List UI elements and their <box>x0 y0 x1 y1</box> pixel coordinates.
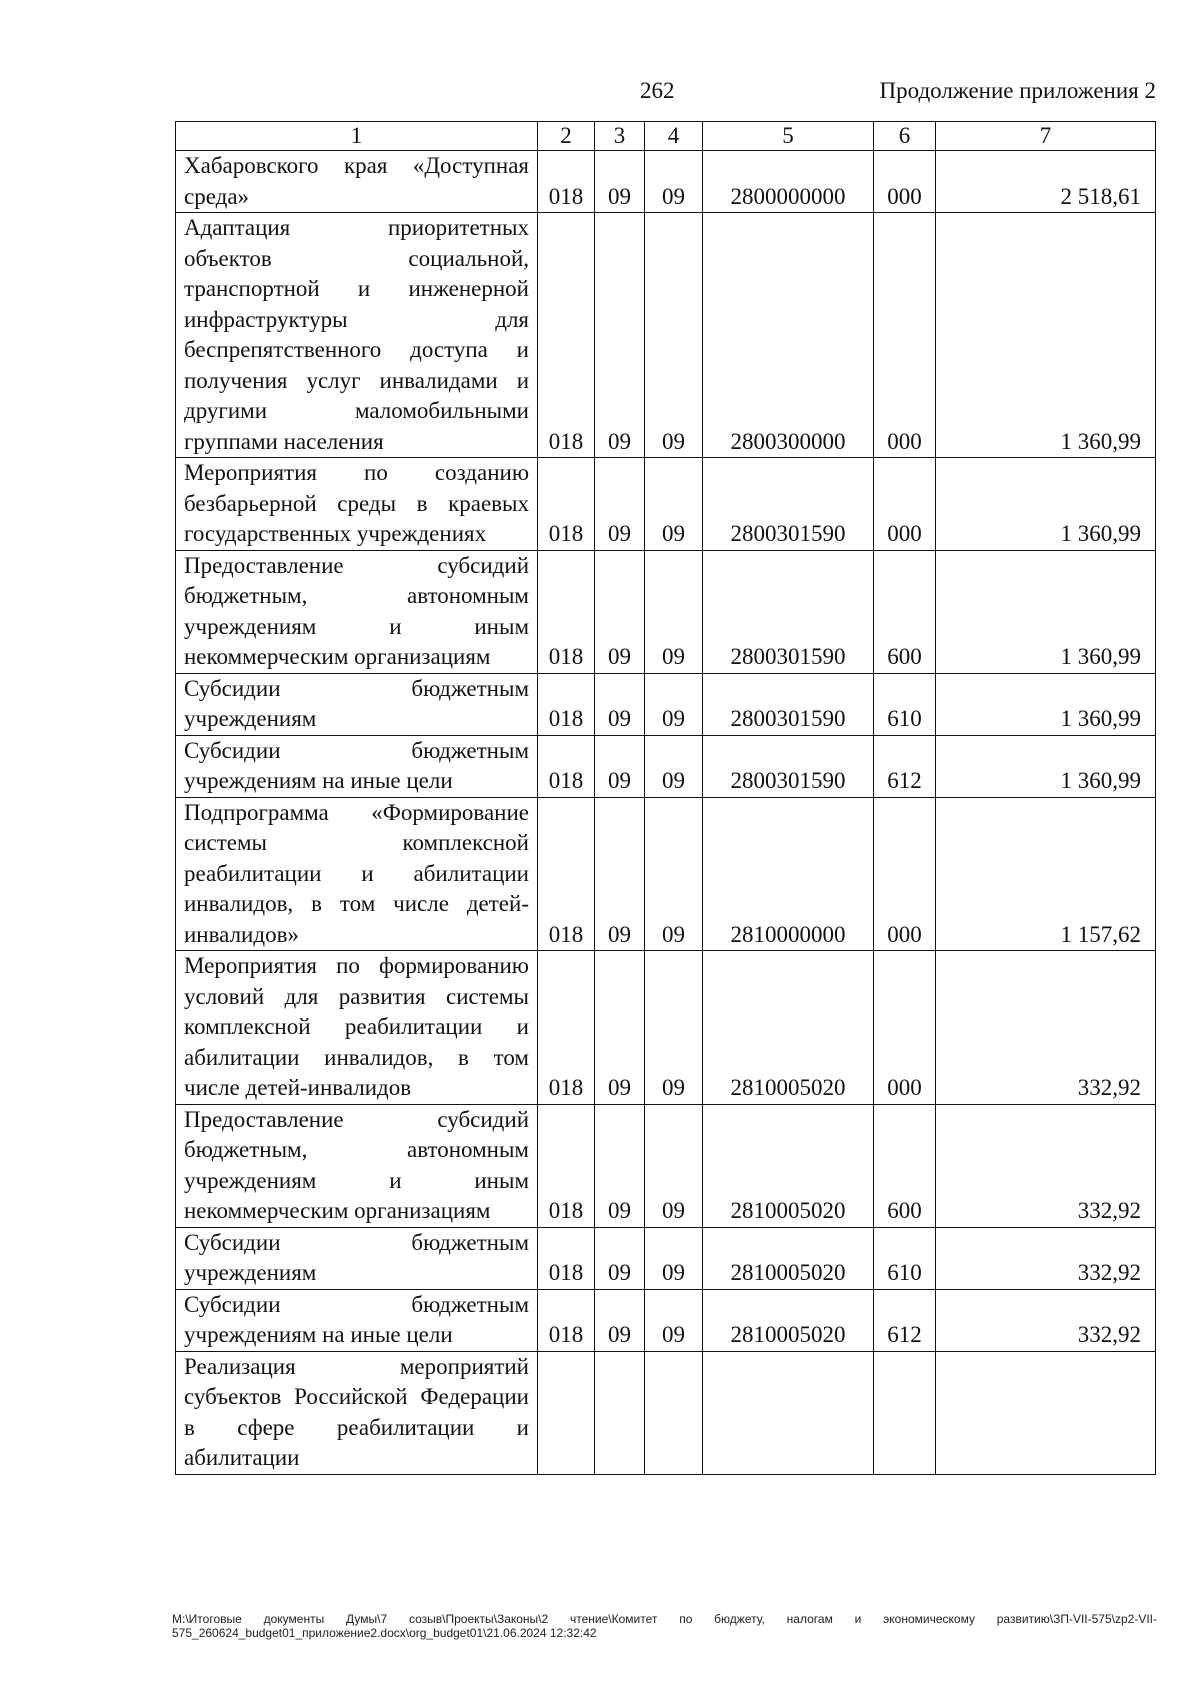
column-header: 4 <box>645 122 703 151</box>
row-code-ministry: 018 <box>538 1104 595 1227</box>
table-row <box>176 1289 1156 1351</box>
row-code-section: 09 <box>595 550 645 673</box>
row-code-subsection: 09 <box>645 550 703 673</box>
row-code-expense-type: 000 <box>874 151 936 213</box>
row-amount <box>936 1351 1156 1474</box>
row-name: Хабаровского края «Доступная среда» <box>176 151 538 213</box>
row-name: Адаптация приоритетных объектов социальной, транспортной и инженерной инфраструктуры для беспрепятственного доступа и получения услуг инвалидами и другими маломобильными группами населения <box>176 213 538 458</box>
column-header: 1 <box>176 122 538 151</box>
row-code-subsection: 09 <box>645 735 703 797</box>
row-code-target: 2810005020 <box>703 951 874 1105</box>
row-code-section: 09 <box>595 735 645 797</box>
row-code-section: 09 <box>595 1104 645 1227</box>
row-name: Предоставление субсидий бюджетным, автономным учреждениям и иным некоммерческим организациям <box>176 550 538 673</box>
row-code-ministry: 018 <box>538 151 595 213</box>
row-code-target: 2800301590 <box>703 550 874 673</box>
row-code-ministry: 018 <box>538 735 595 797</box>
row-code-expense-type: 610 <box>874 673 936 735</box>
row-name: Субсидии бюджетным учреждениям <box>176 673 538 735</box>
table-row <box>176 550 1156 673</box>
row-code-section: 09 <box>595 673 645 735</box>
row-amount: 1 360,99 <box>936 550 1156 673</box>
row-code-section: 09 <box>595 213 645 458</box>
row-code-target: 2800301590 <box>703 735 874 797</box>
row-code-expense-type: 610 <box>874 1227 936 1289</box>
row-code-section: 09 <box>595 458 645 551</box>
row-code-target: 2810005020 <box>703 1104 874 1227</box>
table-row <box>176 1104 1156 1227</box>
row-code-expense-type: 000 <box>874 797 936 951</box>
table-row <box>176 735 1156 797</box>
row-code-target: 2800300000 <box>703 213 874 458</box>
column-header: 3 <box>595 122 645 151</box>
row-name: Субсидии бюджетным учреждениям на иные цели <box>176 735 538 797</box>
row-code-expense-type: 600 <box>874 550 936 673</box>
table-row <box>176 1227 1156 1289</box>
row-code-section: 09 <box>595 797 645 951</box>
row-code-target: 2800000000 <box>703 151 874 213</box>
row-code-section: 09 <box>595 151 645 213</box>
row-code-subsection: 09 <box>645 797 703 951</box>
column-header: 2 <box>538 122 595 151</box>
table-row <box>176 151 1156 213</box>
row-code-ministry: 018 <box>538 213 595 458</box>
row-code-ministry: 018 <box>538 458 595 551</box>
row-name: Подпрограмма «Формирование системы комплексной реабилитации и абилитации инвалидов, в том числе детей-инвалидов» <box>176 797 538 951</box>
row-code-ministry: 018 <box>538 673 595 735</box>
row-amount: 2 518,61 <box>936 151 1156 213</box>
row-code-subsection: 09 <box>645 673 703 735</box>
row-code-expense-type: 000 <box>874 213 936 458</box>
table-row <box>176 213 1156 458</box>
row-code-subsection: 09 <box>645 458 703 551</box>
row-name: Реализация мероприятий субъектов Российской Федерации в сфере реабилитации и абилитации <box>176 1351 538 1474</box>
row-code-section: 09 <box>595 1227 645 1289</box>
document-path-footer: M:\Итоговые документы Думы\7 созыв\Проекты\Законы\2 чтение\Комитет по бюджету, налогам и экономическому развитию\ЗП-VII-575\zp2-VII-575_260624_budget01_приложение2.docx\org_budget01\21.06.2024 12:32:42 <box>172 1612 1157 1640</box>
row-code-ministry: 018 <box>538 951 595 1105</box>
row-code-target: 2810005020 <box>703 1227 874 1289</box>
row-amount: 1 360,99 <box>936 458 1156 551</box>
table-row <box>176 951 1156 1105</box>
row-code-section: 09 <box>595 1289 645 1351</box>
row-amount: 332,92 <box>936 1104 1156 1227</box>
row-code-target <box>703 1351 874 1474</box>
table-row <box>176 458 1156 551</box>
row-amount: 332,92 <box>936 951 1156 1105</box>
table-row <box>176 1351 1156 1474</box>
row-code-expense-type: 000 <box>874 458 936 551</box>
row-code-subsection: 09 <box>645 213 703 458</box>
row-code-subsection: 09 <box>645 1289 703 1351</box>
row-name: Мероприятия по формированию условий для развития системы комплексной реабилитации и абилитации инвалидов, в том числе детей-инвалидов <box>176 951 538 1105</box>
row-code-subsection: 09 <box>645 151 703 213</box>
row-code-target: 2810000000 <box>703 797 874 951</box>
row-code-target: 2800301590 <box>703 673 874 735</box>
row-name: Мероприятия по созданию безбарьерной среды в краевых государственных учреждениях <box>176 458 538 551</box>
row-name: Предоставление субсидий бюджетным, автономным учреждениям и иным некоммерческим организациям <box>176 1104 538 1227</box>
row-code-ministry: 018 <box>538 1227 595 1289</box>
row-code-section <box>595 1351 645 1474</box>
row-code-section: 09 <box>595 951 645 1105</box>
row-amount: 332,92 <box>936 1227 1156 1289</box>
table-header-row <box>176 122 1156 151</box>
row-code-ministry: 018 <box>538 1289 595 1351</box>
row-code-subsection: 09 <box>645 1227 703 1289</box>
row-code-target: 2810005020 <box>703 1289 874 1351</box>
row-code-ministry: 018 <box>538 550 595 673</box>
row-amount: 332,92 <box>936 1289 1156 1351</box>
row-code-expense-type: 612 <box>874 735 936 797</box>
row-code-target: 2800301590 <box>703 458 874 551</box>
row-code-expense-type <box>874 1351 936 1474</box>
row-code-subsection: 09 <box>645 1104 703 1227</box>
row-amount: 1 360,99 <box>936 673 1156 735</box>
column-header: 6 <box>874 122 936 151</box>
column-header: 5 <box>703 122 874 151</box>
row-code-ministry: 018 <box>538 797 595 951</box>
row-amount: 1 360,99 <box>936 735 1156 797</box>
row-name: Субсидии бюджетным учреждениям <box>176 1227 538 1289</box>
row-code-subsection <box>645 1351 703 1474</box>
row-code-expense-type: 600 <box>874 1104 936 1227</box>
table-row <box>176 797 1156 951</box>
row-amount: 1 157,62 <box>936 797 1156 951</box>
row-name: Субсидии бюджетным учреждениям на иные цели <box>176 1289 538 1351</box>
table-row <box>176 673 1156 735</box>
row-code-ministry <box>538 1351 595 1474</box>
budget-table <box>175 121 1156 1475</box>
row-amount: 1 360,99 <box>936 213 1156 458</box>
row-code-expense-type: 000 <box>874 951 936 1105</box>
column-header: 7 <box>936 122 1156 151</box>
page-number: 262 <box>640 78 675 103</box>
continuation-label: Продолжение приложения 2 <box>879 78 1156 103</box>
row-code-subsection: 09 <box>645 951 703 1105</box>
row-code-expense-type: 612 <box>874 1289 936 1351</box>
table-body <box>176 151 1156 1475</box>
